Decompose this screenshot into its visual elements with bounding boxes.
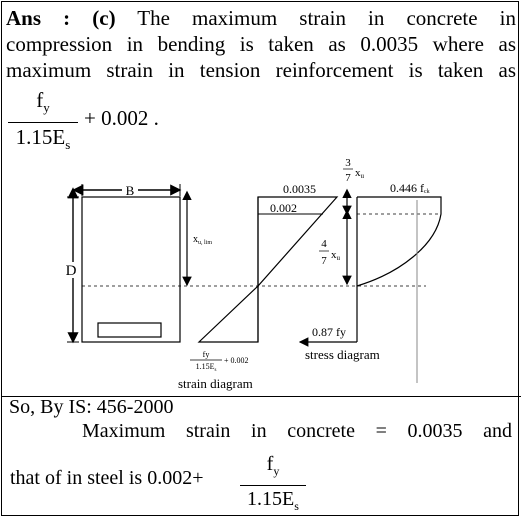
mid-fraction [319, 238, 341, 267]
so-line: So, By IS: 456-2000 [9, 396, 174, 418]
concrete-stress-sub: ck [424, 189, 430, 195]
concrete-strain-label: 0.0035 [283, 182, 316, 196]
svg-text:0.446 fck [390, 181, 430, 195]
answer-line-2: compression in bending is taken as 0.0035 where as [6, 32, 516, 56]
strain-formula-numerator: fy [202, 350, 210, 359]
neutral-axis-label: x [193, 234, 198, 245]
svg-text:4: 4 [321, 238, 327, 250]
svg-text:xu: xu [355, 167, 364, 180]
answer-option: (c) [92, 6, 116, 30]
strain-formula-suffix: + 0.002 [224, 356, 249, 365]
svg-text:7: 7 [321, 255, 327, 267]
strain-diagram [199, 197, 337, 342]
width-dimension [82, 182, 180, 198]
beam-section [82, 197, 180, 342]
svg-text:xu: xu [331, 249, 340, 262]
strain-caption: strain diagram [178, 376, 253, 391]
answer-colon: : [63, 6, 71, 30]
formula-denominator: $1.15E_s$ [15, 125, 71, 153]
answer-line-1-text: The maximum strain in concrete in [137, 6, 517, 30]
strain-formula-denominator: 1.15E [195, 362, 215, 371]
steel-stress-label: 0.87 fy [312, 325, 346, 339]
steel-formula-numerator: $f_y$ [240, 451, 306, 486]
formula-numerator: $f_y$ [8, 86, 78, 123]
svg-text:3: 3 [345, 157, 351, 169]
width-label: B [125, 183, 135, 198]
maximum-strain-line: Maximum strain in concrete = 0.0035 and [82, 420, 512, 442]
answer-line-3: maximum strain in tension reinforcement is taken as [6, 58, 516, 82]
answer-formula-suffix: + 0.002 . [84, 106, 159, 130]
strain-formula [190, 350, 249, 373]
depth-dimension [64, 197, 79, 342]
steel-formula-fraction [240, 451, 306, 520]
concrete-stress-label: 0.446 f [390, 181, 424, 195]
top-fraction [343, 157, 365, 184]
stress-caption: stress diagram [305, 347, 380, 362]
svg-text:xu, lim [193, 234, 212, 246]
strain-formula-denominator-sub: s [214, 368, 217, 373]
svg-text:7: 7 [345, 172, 351, 184]
answer-prefix: Ans [6, 6, 42, 30]
neutral-axis-dimension [187, 199, 212, 285]
steel-strain-line: that of in steel is 0.002+ [10, 467, 204, 489]
neutral-axis-sub: u, lim [198, 240, 213, 246]
steel-formula-denominator: $1.15E_s$ [247, 488, 299, 513]
svg-text:1.15Es [196, 362, 217, 373]
yield-offset-label: 0.002 [270, 201, 297, 215]
depth-label: D [65, 263, 77, 279]
